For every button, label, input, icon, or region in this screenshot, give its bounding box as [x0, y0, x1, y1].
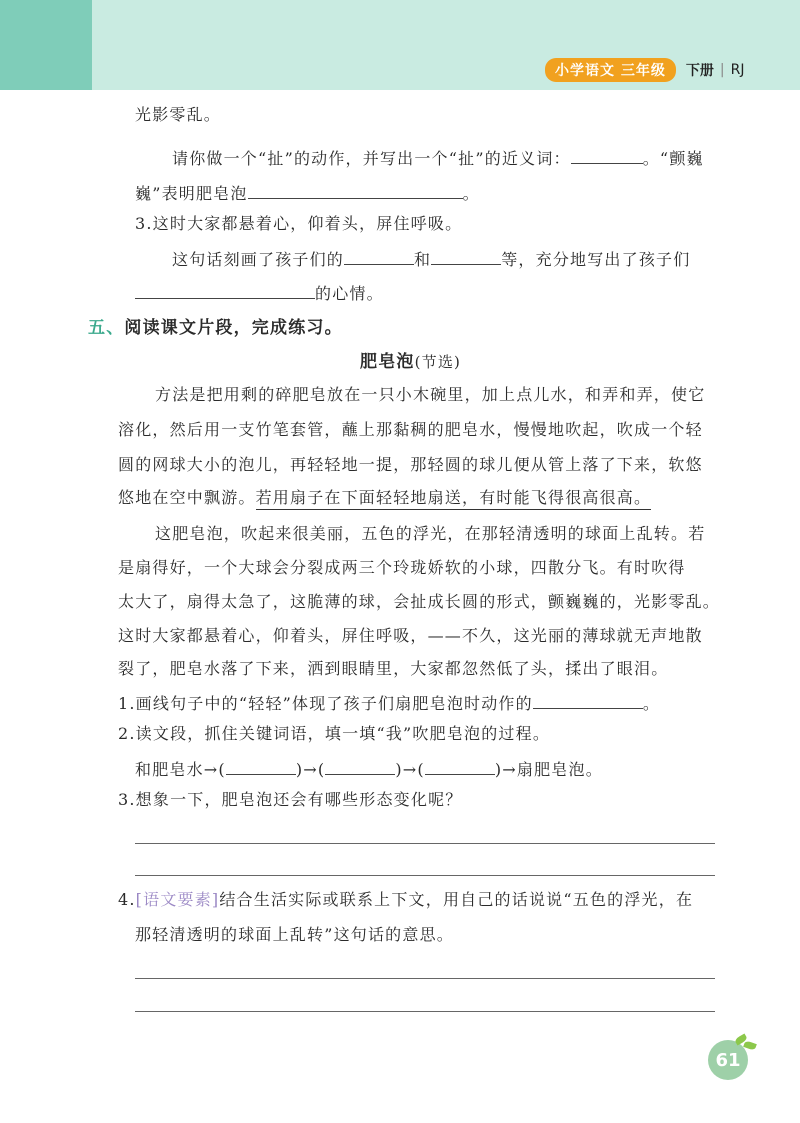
header-label [545, 58, 744, 82]
synonym-blank[interactable] [571, 145, 643, 164]
ex-q4-text-1: 结合生活实际或联系上下文，用自己的话说说“五色的浮光，在 [219, 890, 694, 909]
section5-title: 阅读课文片段，完成练习。 [124, 318, 343, 338]
q3-blank-2[interactable] [431, 246, 501, 265]
answer-line-q3-1[interactable] [135, 843, 715, 844]
bubble-meaning-blank[interactable] [248, 180, 463, 199]
edition-label: RJ [730, 62, 745, 78]
q3-blank-1[interactable] [344, 246, 414, 265]
flow-end: )→扇肥皂泡。 [494, 760, 603, 779]
page-number: 61 [715, 1049, 741, 1071]
q2-cont-line3 [135, 180, 480, 206]
passage-subtitle: (节选) [414, 353, 462, 371]
flow-mid-2: )→( [395, 760, 425, 779]
flow-blank-1[interactable] [226, 756, 296, 775]
flow-blank-2[interactable] [325, 756, 395, 775]
process-flow [135, 756, 603, 782]
q2-cont-text-a: 请你做一个“扯”的动作，并写出一个“扯”的近义词： [172, 149, 571, 168]
q3-text-a: 这句话刻画了孩子们的 [172, 250, 345, 269]
p1-line1: 方法是把用剩的碎肥皂放在一只小木碗里，加上点儿水，和弄和弄，使它 [155, 385, 706, 404]
header-separator: | [719, 62, 725, 78]
subject-pill: 小学语文 三年级 [545, 58, 676, 82]
passage-title-row [360, 350, 461, 374]
p2-line5: 裂了，肥皂水落了下来，洒到眼睛里，大家都忽然低了头，揉出了眼泪。 [118, 659, 669, 678]
p1-line4-text: 悠地在空中飘游。 [118, 488, 256, 507]
ex-q1-blank[interactable] [533, 690, 643, 709]
q3-text-c: 等，充分地写出了孩子们 [501, 250, 691, 269]
q2-cont-text-b: 。“颤巍 [642, 149, 704, 168]
q3-text-d: 的心情。 [315, 284, 384, 303]
ex-q1 [118, 690, 660, 716]
p1-line3: 圆的网球大小的泡儿，再轻轻地一提，那轻圆的球儿便从管上落了下来，软悠 [118, 455, 703, 474]
section5-heading [88, 316, 343, 340]
q3-blank-3[interactable] [135, 280, 315, 299]
answer-line-q3-2[interactable] [135, 875, 715, 876]
ex-q4-line2: 那轻清透明的球面上乱转”这句话的意思。 [135, 925, 454, 944]
volume-label: 下册 [685, 63, 714, 79]
ex-q4-number: 4. [118, 890, 136, 909]
answer-line-q4-2[interactable] [135, 1011, 715, 1012]
q3-line3 [135, 280, 384, 306]
p1-line4 [118, 486, 651, 510]
p1-line2: 溶化，然后用一支竹笔套管，蘸上那黏稠的肥皂水，慢慢地吹起，吹成一个轻 [118, 420, 703, 439]
chinese-elements-tag: [语文要素] [135, 890, 220, 909]
flow-start: 和肥皂水→( [135, 760, 226, 779]
q3-text-b: 和 [414, 250, 432, 269]
ex-q2: 2.读文段，抓住关键词语，填一填“我”吹肥皂泡的过程。 [118, 724, 551, 743]
q3-line2 [172, 246, 690, 272]
underlined-sentence: 若用扇子在下面轻轻地扇送，有时能飞得很高很高。 [256, 488, 652, 510]
section5-number: 五、 [88, 318, 125, 338]
p2-line4: 这时大家都悬着心，仰着头，屏住呼吸，——不久，这光丽的薄球就无声地散 [118, 626, 703, 645]
q2-cont-line1: 光影零乱。 [135, 105, 222, 124]
ex-q1-text: 1.画线句子中的“轻轻”体现了孩子们扇肥皂泡时动作的 [118, 694, 533, 713]
ex-q1-end: 。 [642, 694, 661, 713]
q2-cont-text-d: 。 [462, 184, 480, 203]
p2-line1: 这肥皂泡，吹起来很美丽，五色的浮光，在那轻清透明的球面上乱转。若 [155, 524, 706, 543]
q2-cont-text-c: 巍”表明肥皂泡 [135, 184, 248, 203]
page-number-badge [708, 1040, 748, 1080]
passage-title: 肥皂泡 [360, 352, 415, 372]
p2-line2: 是扇得好，一个大球会分裂成两三个玲珑娇软的小球，四散分飞。有时吹得 [118, 558, 686, 577]
header-tab [0, 0, 92, 90]
q3-line1: 3.这时大家都悬着心，仰着头，屏住呼吸。 [135, 214, 463, 233]
p2-line3: 太大了，扇得太急了，这脆薄的球，会扯成长圆的形式，颤巍巍的，光影零乱。 [118, 592, 721, 611]
answer-line-q4-1[interactable] [135, 978, 715, 979]
ex-q3: 3.想象一下，肥皂泡还会有哪些形态变化呢？ [118, 790, 463, 809]
flow-mid-1: )→( [295, 760, 326, 779]
ex-q4-line1 [118, 888, 693, 912]
flow-blank-3[interactable] [425, 756, 495, 775]
q2-cont-line2 [172, 145, 704, 171]
